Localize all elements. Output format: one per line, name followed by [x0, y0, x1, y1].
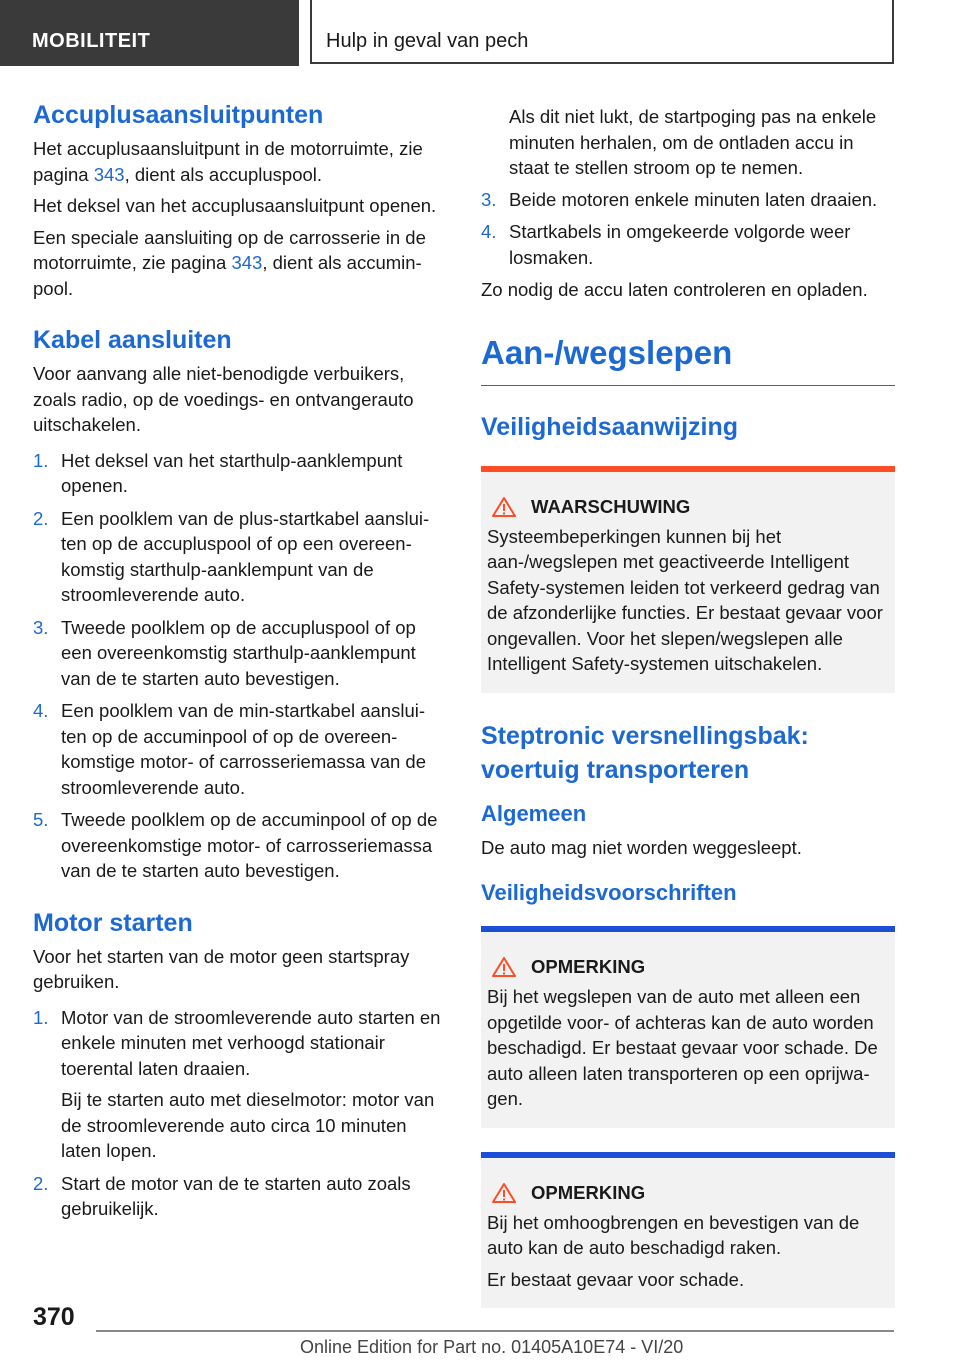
accuplus-paragraph-2: Het deksel van het accuplusaansluitpunt openen. — [33, 195, 437, 216]
list-item: 5. Tweede poolklem op de accuminpool of op de overeenkomstige motor- of carrosseriemassa van de te starten auto bevestigen. — [33, 809, 438, 881]
warning-text: Systeembeperkingen kunnen bij het aan-/wegslepen met geactiveerde Intelligent Safety-systemen leiden tot verkeerd gedrag van de afzonderlijke functies. Er bestaat gevaar voor ongevallen. Voor het slepen/wegslepen alle Intelligent Safety-systemen uitschakelen. — [487, 525, 883, 674]
note-text-1: Bij het wegslepen van de auto met alleen een opgetilde voor- of achteras kan de auto worden beschadigd. Er bestaat gevaar voor schade. De auto alleen laten transporteren op een oprijwagen. — [487, 986, 878, 1109]
note-box-1 — [481, 926, 895, 1128]
list-item: 1. Het deksel van het starthulp-aanklempunt openen. — [33, 449, 403, 496]
warning-label: WAARSCHUWING — [531, 495, 691, 517]
list-item: 1. Motor van de stroomleverende auto starten en enkele minuten met verhoogd stationair toerental laten draaien. Bij te starten auto met dieselmotor: motor van de stroomleverende auto circa 10 minuten laten lopen. — [33, 1005, 443, 1164]
footer-divider — [96, 1330, 894, 1332]
warning-triangle-icon — [491, 956, 517, 978]
towing-main-heading: Aan-/wegslepen — [481, 331, 895, 386]
general-heading: Algemeen — [481, 800, 587, 826]
note-text-2b: Er bestaat gevaar voor schade. — [487, 1268, 745, 1290]
list-item: 4. Startkabels in omgekeerde volgorde weer losmaken. — [481, 221, 851, 268]
warning-triangle-icon — [491, 496, 517, 518]
after-steps-text: Zo nodig de accu laten controleren en opladen. — [481, 279, 868, 300]
warning-box — [481, 466, 895, 693]
step-continuation: Als dit niet lukt, de startpoging pas na enkele minuten herhalen, om de ontladen accu in staat te stellen stroom op te nemen. — [509, 106, 877, 178]
right-column — [481, 104, 895, 1308]
page-link-343-b[interactable]: 343 — [231, 252, 263, 273]
rules-heading: Veiligheidsvoorschriften — [481, 880, 737, 905]
kabel-steps — [33, 448, 443, 884]
note-label-2: OPMERKING — [531, 1181, 646, 1203]
accuplus-paragraph-1: Het accuplusaansluitpunt in de motorruimte, zie pagina 343, dient als accupluspool. — [33, 138, 423, 185]
motor-step-1-extra: Bij te starten auto met dieselmotor: motor van de stroomleverende auto circa 10 minuten laten lopen. — [61, 1089, 435, 1161]
safety-heading: Veiligheidsaanwijzing — [481, 412, 739, 441]
warning-triangle-icon — [491, 1182, 517, 1204]
header-section-tab — [0, 0, 299, 66]
list-item: 2. Een poolklem van de plus-startkabel aansluiten op de accupluspool of op een overeenkomstig starthulp-aanklempunt van de stroomleverende auto. — [33, 507, 430, 605]
page-number: 370 — [33, 1303, 75, 1331]
accuplus-paragraph-3: Een speciale aansluiting op de carrosserie in de motorruimte, zie pagina 343, dient als accuminpool. — [33, 226, 426, 299]
note-box-2 — [481, 1152, 895, 1309]
kabel-intro: Voor aanvang alle niet-benodigde verbuikers, zoals radio, op de voedings- en ontvangerauto uitschakelen. — [33, 363, 414, 435]
page-link-343[interactable]: 343 — [93, 163, 125, 185]
accuplus-heading: Accuplusaansluitpunten — [33, 101, 324, 129]
motor-steps-continued — [481, 187, 895, 271]
motor-intro: Voor het starten van de motor geen startspray gebruiken. — [33, 945, 410, 992]
left-column — [33, 98, 443, 1229]
motor-steps — [33, 1005, 443, 1222]
header-title: Hulp in geval van pech — [326, 30, 529, 52]
note-text-2a: Bij het omhoogbrengen en bevestigen van de auto kan de auto beschadigd raken. — [487, 1211, 860, 1258]
general-text: De auto mag niet worden weggesleept. — [481, 836, 802, 858]
header-title-box — [310, 0, 894, 64]
list-item: 3. Beide motoren enkele minuten laten draaien. — [481, 188, 878, 210]
motor-heading: Motor starten — [33, 908, 193, 937]
kabel-heading: Kabel aansluiten — [33, 326, 232, 354]
footer-edition: Online Edition for Part no. 01405A10E74 - VI/20 — [300, 1337, 684, 1357]
list-item: 4. Een poolklem van de min-startkabel aansluiten op de accuminpool of op de overeenkomstige motor- of carrosseriemassa van de stroomleverende auto. — [33, 700, 426, 798]
header-section-label: MOBILITEIT — [32, 30, 151, 52]
list-item: 3. Tweede poolklem op de accupluspool of op een overeenkomstig starthulp-aanklempunt van de te starten auto bevestigen. — [33, 616, 416, 689]
steptronic-heading: Steptronic versnellingsbak: voertuig transporteren — [481, 721, 809, 784]
list-item: 2. Start de motor van de te starten auto zoals gebruikelijk. — [33, 1172, 411, 1219]
note-label-1: OPMERKING — [531, 956, 646, 977]
